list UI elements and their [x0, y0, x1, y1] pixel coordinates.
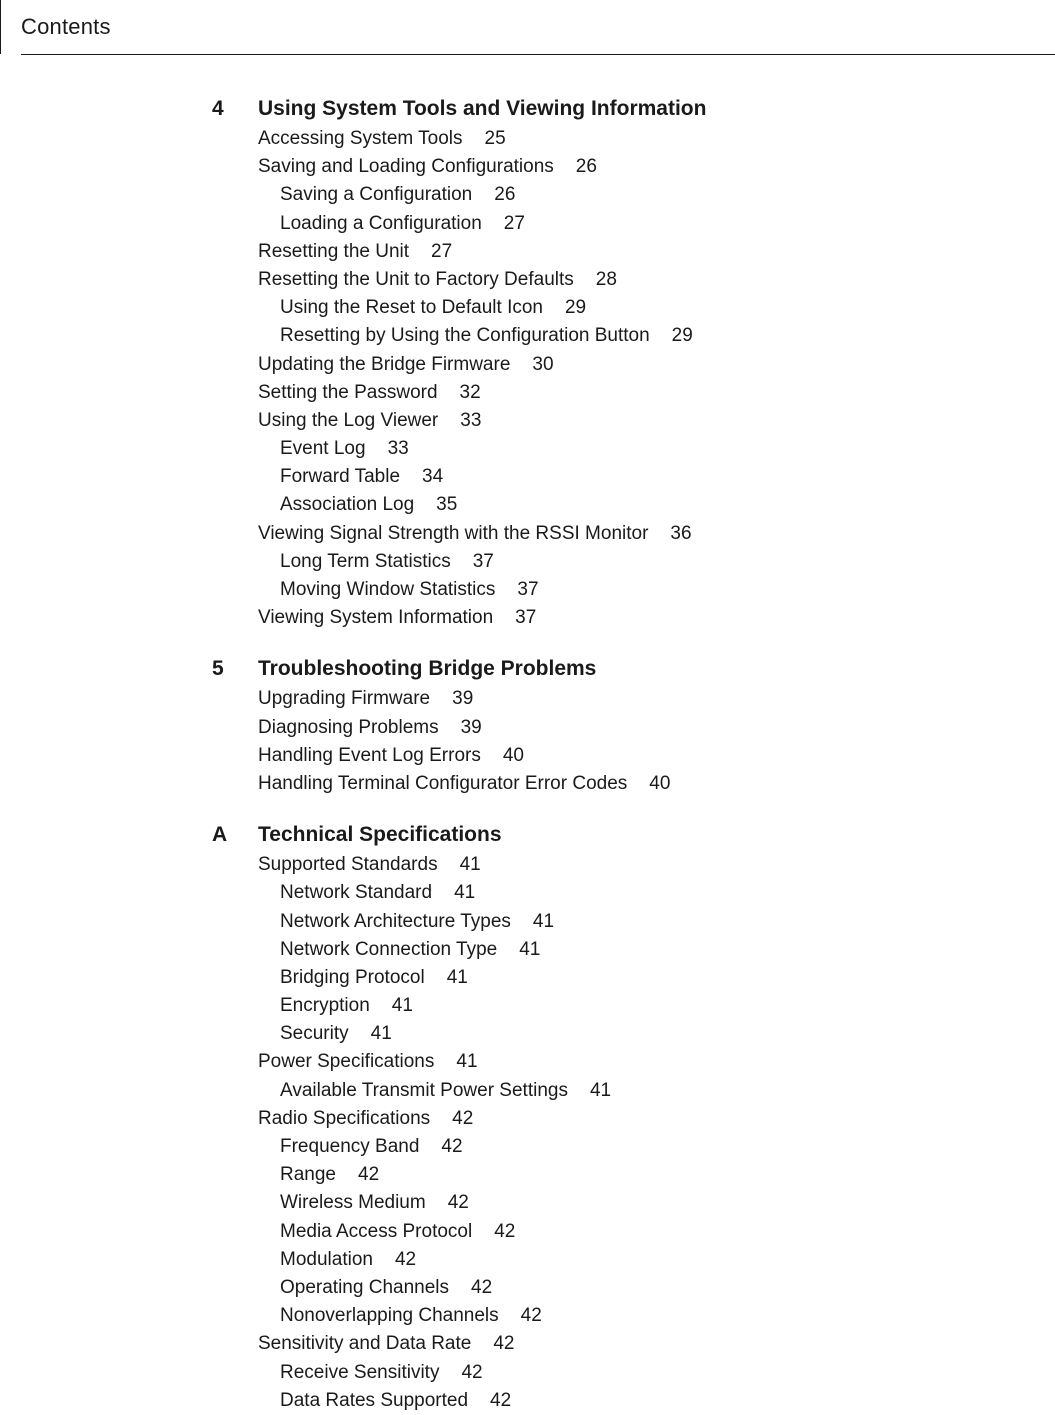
toc-page-number: 37 — [515, 607, 537, 629]
toc-page-number: 34 — [422, 466, 444, 488]
toc-page-number: 42 — [452, 1107, 474, 1129]
toc-entry-title: Network Connection Type — [280, 938, 498, 960]
chapter-entries — [0, 685, 1055, 798]
toc-entry-title: Forward Table — [280, 466, 401, 488]
toc-entry[interactable] — [0, 351, 1055, 379]
toc-entry-title: Sensitivity and Data Rate — [258, 1333, 472, 1355]
toc-page-number: 41 — [532, 910, 555, 932]
toc-chapter-5 — [0, 653, 1055, 798]
page-title: Contents — [21, 14, 111, 39]
chapter-number: 4 — [212, 97, 224, 120]
toc-entry-title: Media Access Protocol — [280, 1220, 473, 1242]
toc-subentry[interactable] — [0, 435, 1055, 463]
toc-entry-title: Loading a Configuration — [280, 212, 482, 234]
toc-entry-title: Network Architecture Types — [280, 910, 511, 932]
toc-entry[interactable] — [0, 520, 1055, 548]
toc-entry[interactable] — [0, 125, 1055, 153]
toc-subentry[interactable] — [0, 992, 1055, 1020]
toc-entry[interactable] — [0, 1330, 1055, 1358]
toc-page-number: 35 — [436, 494, 458, 516]
toc-entry-title: Power Specifications — [258, 1051, 435, 1073]
toc-subentry[interactable] — [0, 1246, 1055, 1274]
toc-entry-title: Using the Reset to Default Icon — [280, 297, 543, 319]
toc-page-number: 39 — [460, 716, 482, 738]
toc-subentry[interactable] — [0, 210, 1055, 238]
toc-page-number: 41 — [446, 966, 468, 988]
toc-entry-title: Updating the Bridge Firmware — [258, 353, 511, 375]
toc-entry[interactable] — [0, 742, 1055, 770]
toc-page-number: 32 — [459, 381, 481, 403]
toc-page-number: 37 — [517, 579, 539, 600]
toc-entry-title: Resetting the Unit to Factory Defaults — [258, 268, 574, 290]
toc-entry-title: Using the Log Viewer — [258, 409, 439, 431]
toc-entry-title: Resetting by Using the Configuration Button — [280, 325, 650, 347]
toc-page-number: 26 — [575, 156, 597, 178]
toc-page-number: 27 — [431, 240, 453, 262]
toc-entry[interactable] — [0, 238, 1055, 266]
toc-entry[interactable] — [0, 851, 1055, 879]
toc-entry-title: Saving a Configuration — [280, 184, 473, 206]
toc-page-number: 30 — [532, 353, 554, 375]
toc-page-number: 41 — [519, 938, 541, 960]
toc-page-number: 42 — [461, 1361, 483, 1383]
toc-entry-title: Resetting the Unit — [258, 240, 410, 262]
toc-entry[interactable] — [0, 604, 1055, 632]
toc-subentry[interactable] — [0, 1218, 1055, 1246]
toc-subentry[interactable] — [0, 294, 1055, 322]
toc-entry-title: Event Log — [280, 438, 366, 460]
toc-entry[interactable] — [0, 1105, 1055, 1133]
toc-page-number: 40 — [649, 772, 671, 794]
toc-entry-title: Handling Terminal Configurator Error Codes — [258, 772, 628, 794]
toc-entry-title: Moving Window Statistics — [280, 579, 496, 600]
toc-subentry[interactable] — [0, 548, 1055, 576]
toc-entry-title: Wireless Medium — [280, 1192, 426, 1214]
toc-subentry[interactable] — [0, 936, 1055, 964]
toc-page-number: 25 — [484, 128, 506, 149]
toc-page-number: 33 — [460, 409, 482, 431]
toc-subentry[interactable] — [0, 181, 1055, 209]
toc-page-number: 41 — [589, 1079, 612, 1101]
toc-page-number: 42 — [447, 1192, 469, 1214]
toc-page-number: 26 — [494, 184, 516, 206]
toc-entry-title: Available Transmit Power Settings — [280, 1079, 568, 1101]
toc-subentry[interactable] — [0, 322, 1055, 350]
toc-subentry[interactable] — [0, 1133, 1055, 1161]
toc-subentry[interactable] — [0, 463, 1055, 491]
toc-entry-title: Nonoverlapping Channels — [280, 1305, 499, 1327]
toc-entry[interactable] — [0, 770, 1055, 798]
toc-subentry[interactable] — [0, 1302, 1055, 1330]
toc-page-number: 39 — [452, 688, 474, 710]
toc-page-number: 42 — [493, 1333, 515, 1355]
toc-page-number: 41 — [370, 1023, 392, 1045]
toc-entry-title: Accessing System Tools — [258, 128, 463, 149]
toc-page-number: 42 — [490, 1389, 512, 1411]
toc-entry[interactable] — [0, 153, 1055, 181]
toc-page-number: 42 — [358, 1164, 380, 1186]
toc-page-number: 27 — [503, 212, 525, 234]
toc-subentry[interactable] — [0, 491, 1055, 519]
toc-entry[interactable] — [0, 379, 1055, 407]
toc-entry-title: Range — [280, 1164, 336, 1186]
toc-entry[interactable] — [0, 685, 1055, 713]
toc-entry-title: Saving and Loading Configurations — [258, 156, 554, 178]
toc-entry-title: Data Rates Supported — [280, 1389, 469, 1411]
chapter-entries — [0, 851, 1055, 1415]
toc-subentry[interactable] — [0, 1077, 1055, 1105]
toc-subentry[interactable] — [0, 1274, 1055, 1302]
toc-entry[interactable] — [0, 266, 1055, 294]
toc-entry-title: Frequency Band — [280, 1136, 420, 1157]
toc-subentry[interactable] — [0, 1387, 1055, 1415]
toc-entry-title: Modulation — [280, 1248, 373, 1270]
toc-entry-title: Security — [280, 1023, 349, 1045]
chapter-entries — [0, 125, 1055, 632]
toc-page-number: 29 — [564, 297, 587, 319]
chapter-number: A — [212, 823, 228, 847]
toc-entry-title: Network Standard — [280, 882, 433, 904]
toc-subentry[interactable] — [0, 1161, 1055, 1189]
toc-chapter-4 — [0, 93, 1055, 632]
toc-page-number: 33 — [387, 438, 409, 460]
toc-page-number: 42 — [520, 1305, 542, 1327]
toc-entry-title: Viewing Signal Strength with the RSSI Monitor — [258, 522, 649, 544]
toc-page-number: 40 — [502, 744, 524, 766]
toc-entry-title: Viewing System Information — [258, 607, 494, 629]
toc-page-number: 29 — [671, 325, 693, 347]
toc-subentry[interactable] — [0, 1020, 1055, 1048]
toc-entry[interactable] — [0, 1048, 1055, 1076]
toc-entry-title: Supported Standards — [258, 854, 438, 876]
toc-page-number: 36 — [670, 522, 692, 544]
toc-entry-title: Long Term Statistics — [280, 550, 451, 572]
chapter-number: 5 — [212, 657, 224, 681]
toc-entry-title: Receive Sensitivity — [280, 1361, 440, 1383]
toc-entry-title: Radio Specifications — [258, 1107, 431, 1129]
chapter-heading — [0, 819, 1055, 851]
chapter-heading — [0, 653, 1055, 685]
toc-subentry[interactable] — [0, 908, 1055, 936]
toc-page-number: 41 — [459, 854, 481, 876]
toc-page-number: 42 — [394, 1248, 417, 1270]
toc-page-number: 42 — [441, 1136, 463, 1157]
page-header — [21, 0, 1055, 55]
toc-appendix-a — [0, 819, 1055, 1415]
chapter-title[interactable]: Troubleshooting Bridge Problems — [258, 657, 597, 681]
toc-page-number: 37 — [472, 550, 494, 572]
left-margin-rule — [0, 0, 1, 54]
toc-page-number: 41 — [391, 995, 413, 1017]
toc-entry[interactable] — [0, 714, 1055, 742]
toc-page-number: 41 — [456, 1051, 478, 1073]
toc-page-number: 42 — [494, 1220, 516, 1242]
toc-page-number: 41 — [454, 882, 476, 904]
toc-subentry[interactable] — [0, 1359, 1055, 1387]
toc-subentry[interactable] — [0, 879, 1055, 907]
toc-subentry[interactable] — [0, 576, 1055, 604]
toc-entry-title: Diagnosing Problems — [258, 716, 439, 738]
chapter-title[interactable]: Technical Specifications — [258, 823, 502, 847]
toc-subentry[interactable] — [0, 964, 1055, 992]
toc-entry-title: Association Log — [280, 494, 415, 516]
toc-entry-title: Handling Event Log Errors — [258, 744, 481, 766]
toc-entry[interactable] — [0, 407, 1055, 435]
chapter-title[interactable]: Using System Tools and Viewing Information — [258, 97, 707, 120]
toc-entry-title: Encryption — [280, 995, 370, 1017]
toc-subentry[interactable] — [0, 1189, 1055, 1217]
toc-entry-title: Upgrading Firmware — [258, 688, 431, 710]
chapter-heading — [0, 93, 1055, 125]
toc-entry-title: Operating Channels — [280, 1276, 449, 1298]
toc-entry-title: Setting the Password — [258, 381, 438, 403]
toc-entry-title: Bridging Protocol — [280, 966, 425, 988]
toc-page-number: 42 — [471, 1276, 493, 1298]
toc-page-number: 28 — [595, 268, 617, 290]
table-of-contents — [0, 93, 1055, 1415]
